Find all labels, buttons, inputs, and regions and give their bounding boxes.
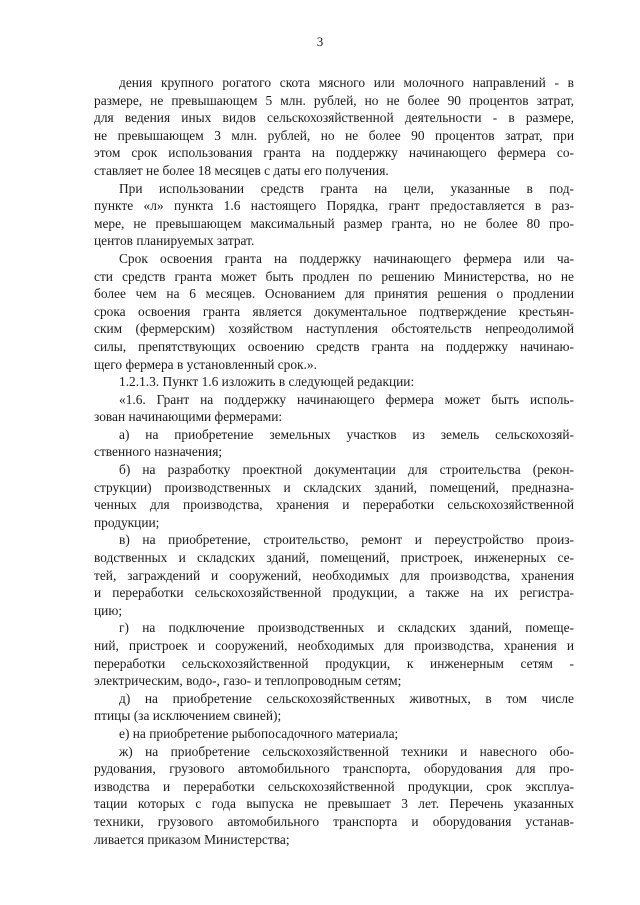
text-line: пункте «л» пункта 1.6 настоящего Порядка, грант предоставляется в раз-: [94, 198, 574, 214]
paragraph: [94, 461, 574, 531]
paragraph: [94, 250, 574, 373]
text-line: ж) на приобретение сельскохозяйственной техники и навесного обо-: [119, 743, 574, 759]
text-line: размере, не превышающем 5 млн. рублей, но не более 90 процентов затрат,: [94, 92, 574, 108]
text-line: струкции) производственных и складских зданий, помещений, предназна-: [94, 479, 574, 495]
text-line: водственных и складских зданий, помещений, пристроек, инженерных се-: [94, 550, 574, 566]
paragraph: [94, 426, 574, 461]
text-line: Срок освоения гранта на поддержку начинающего фермера или ча-: [119, 250, 574, 266]
paragraph: [94, 391, 574, 426]
paragraph: [94, 74, 574, 180]
text-line: цию;: [94, 602, 123, 618]
text-line: зован начинающими фермерами:: [94, 409, 283, 425]
text-line: и переработки сельскохозяйственной продукции, а также на их регистра-: [94, 585, 574, 601]
paragraph: [94, 531, 574, 619]
text-line: При использовании средств гранта на цели, указанные в под-: [119, 180, 574, 196]
text-line: ливается приказом Министерства;: [94, 831, 290, 847]
paragraph: [94, 619, 574, 689]
text-line: ченных для производства, хранения и переработки сельскохозяйственной: [94, 497, 574, 513]
text-line: продукции;: [94, 514, 160, 530]
text-line: г) на подключение производственных и складских зданий, помеще-: [119, 620, 574, 636]
text-line: щего фермера в установленный срок.».: [94, 356, 317, 372]
text-line: более чем на 6 месяцев. Основанием для принятия решения о продлении: [94, 286, 574, 302]
text-line: 1.2.1.3. Пункт 1.6 изложить в следующей редакции:: [119, 374, 415, 390]
text-line: б) на разработку проектной документации для строительства (рекон-: [119, 462, 574, 478]
text-line: изводства и переработки сельскохозяйственной продукции, срок эксплуа-: [94, 778, 574, 794]
paragraph: [94, 180, 574, 250]
text-line: дения крупного рогатого скота мясного или молочного направлений - в: [119, 75, 574, 90]
text-line: ским (фермерским) хозяйством наступления обстоятельств непреодолимой: [94, 321, 574, 337]
text-line: рудования, грузового автомобильного транспорта, оборудования для про-: [94, 761, 574, 777]
text-line: е) на приобретение рыбопосадочного материала;: [119, 725, 399, 741]
text-line: в) на приобретение, строительство, ремонт и переустройство произ-: [119, 532, 574, 548]
text-line: срока освоения гранта является документальное подтверждение крестьян-: [94, 303, 574, 319]
text-line: тации которых с года выпуска не превышает 3 лет. Перечень указанных: [94, 796, 574, 812]
text-line: а) на приобретение земельных участков из земель сельскохозяй-: [119, 426, 574, 442]
text-line: этом срок использования гранта на поддержку начинающего фермера со-: [94, 145, 574, 161]
paragraph: [94, 373, 574, 391]
text-line: силы, препятствующих освоению средств гранта на поддержку начинаю-: [94, 338, 574, 354]
page-number: 3: [316, 34, 324, 49]
text-line: не превышающем 3 млн. рублей, но не более 90 процентов затрат, при: [94, 127, 574, 143]
text-line: д) на приобретение сельскохозяйственных животных, в том числе: [119, 690, 574, 706]
text-line: сти средств гранта может быть продлен по решению Министерства, но не: [94, 268, 574, 284]
text-line: центов планируемых затрат.: [94, 233, 255, 249]
text-line: птицы (за исключением свиней);: [94, 708, 282, 724]
text-line: мере, не превышающем максимальный размер гранта, но не более 80 про-: [94, 215, 574, 231]
text-line: «1.6. Грант на поддержку начинающего фермера может быть исполь-: [119, 391, 574, 407]
paragraph: [94, 690, 574, 725]
text-line: для ведения иных видов сельскохозяйственной деятельности - в размере,: [94, 110, 574, 126]
paragraph: [94, 725, 574, 743]
text-line: ставляет не более 18 месяцев с даты его получения.: [94, 162, 389, 178]
text-line: электрическим, водо-, газо- и теплопроводным сетям;: [94, 673, 402, 689]
text-line: ний, пристроек и сооружений, необходимых для производства, хранения и: [94, 638, 574, 653]
text-line: техники, грузового автомобильного транспорта и оборудования устанав-: [94, 813, 574, 829]
text-line: ственного назначения;: [94, 444, 223, 460]
text-line: тей, заграждений и сооружений, необходимых для производства, хранения: [94, 567, 574, 583]
text-line: переработки сельскохозяйственной продукции, к инженерным сетям -: [94, 655, 574, 671]
paragraph: [94, 743, 574, 849]
document-body: [94, 74, 574, 848]
